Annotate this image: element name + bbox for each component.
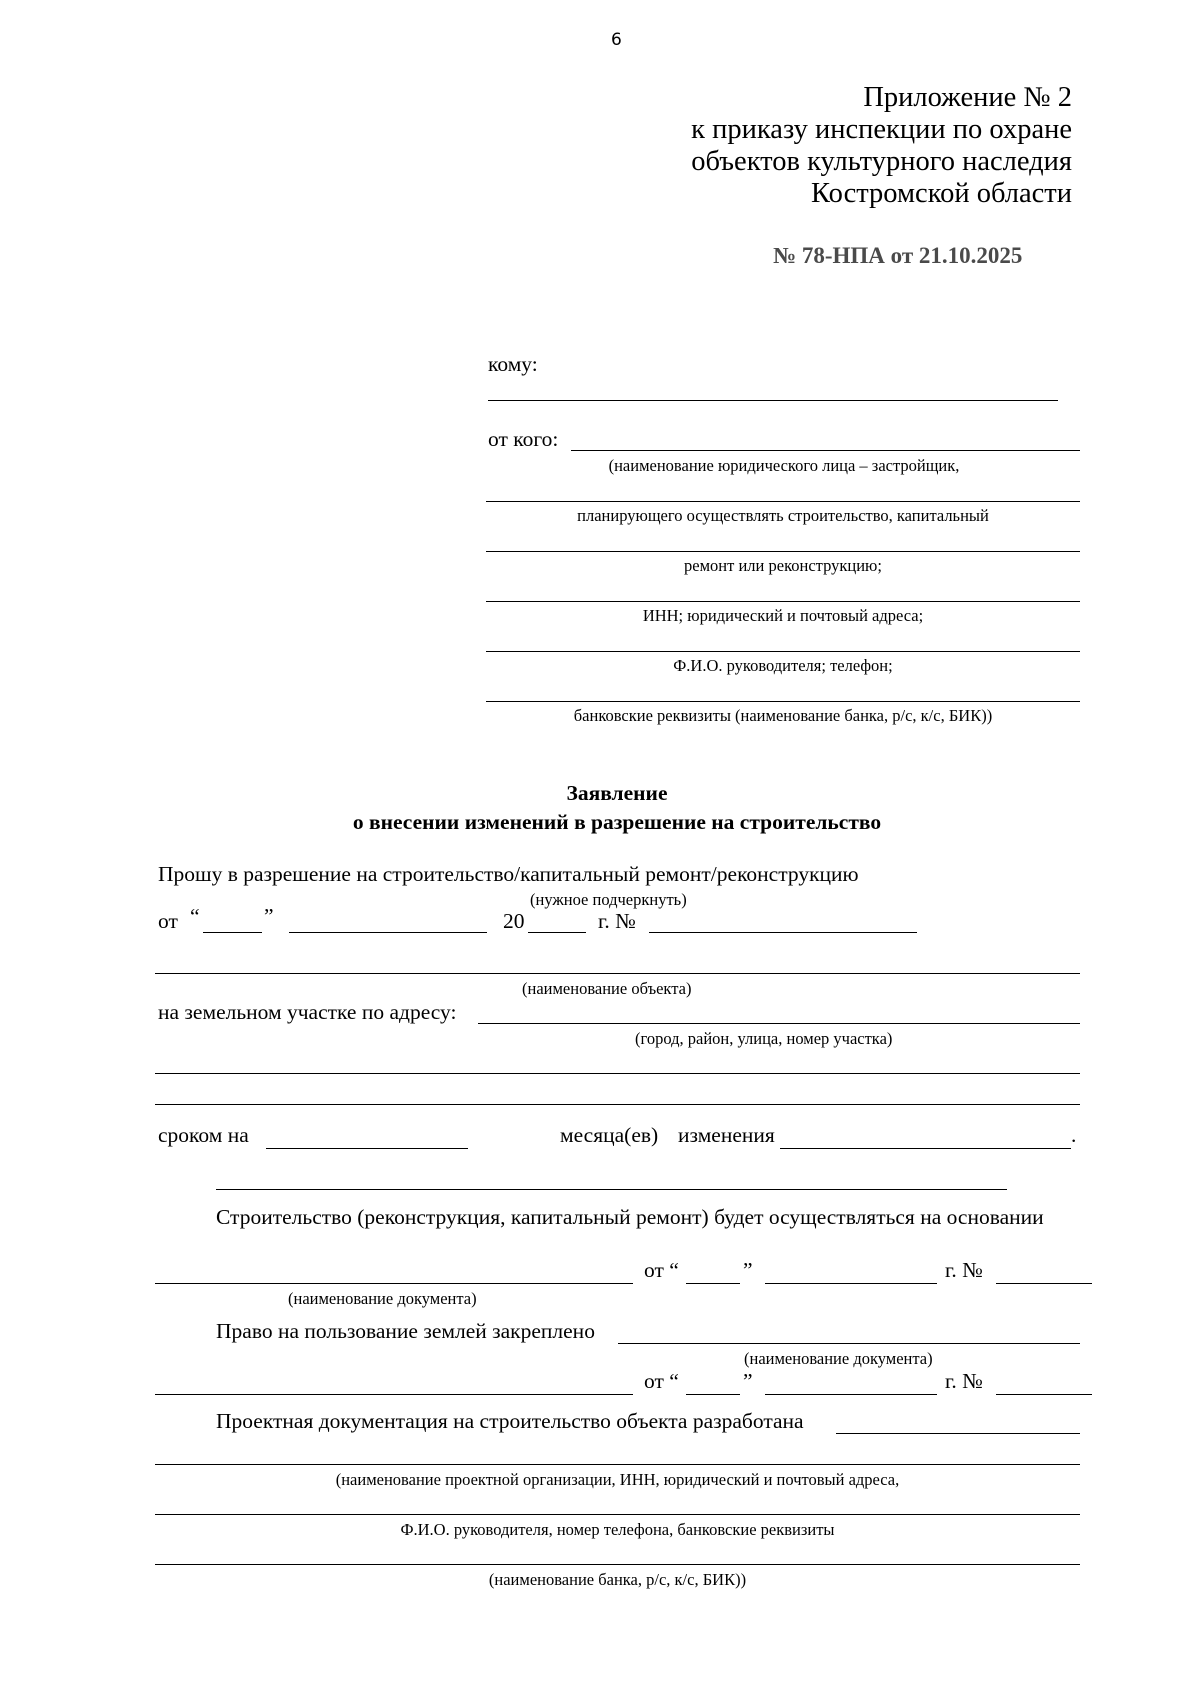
document-title: Заявление [566, 781, 668, 805]
project-docs-line[interactable] [836, 1433, 1080, 1434]
land-rights-document-line[interactable] [155, 1394, 633, 1395]
basis-number-label: г. № [945, 1258, 983, 1282]
land-rights-date-line[interactable] [765, 1394, 937, 1395]
land-address-line-2[interactable] [155, 1073, 1080, 1074]
day-line[interactable] [203, 932, 262, 933]
from-line-5[interactable] [486, 651, 1080, 652]
land-rights-caption: (наименование документа) [744, 1349, 933, 1368]
land-rights-number-line[interactable] [996, 1394, 1092, 1395]
object-line[interactable] [155, 973, 1080, 974]
from-caption-3: ремонт или реконструкцию; [684, 556, 882, 575]
changes-line-2[interactable] [216, 1189, 1007, 1190]
object-caption: (наименование объекта) [522, 979, 692, 998]
basis-day-line[interactable] [686, 1283, 740, 1284]
from-caption-6: банковские реквизиты (наименование банка, р/с, к/с, БИК)) [573, 706, 993, 725]
land-rights-quote-close: ” [743, 1369, 753, 1393]
basis-quote-close: ” [743, 1258, 753, 1282]
permit-number-line[interactable] [649, 932, 917, 933]
changes-line[interactable] [780, 1148, 1071, 1149]
from-caption-2: планирующего осуществлять строительство, капитальный [577, 506, 989, 525]
project-caption-3: (наименование банка, р/с, к/с, БИК)) [488, 1570, 747, 1589]
land-rights-day-line[interactable] [686, 1394, 740, 1395]
basis-doc-caption: (наименование документа) [288, 1289, 477, 1308]
underline-hint: (нужное подчеркнуть) [530, 890, 687, 909]
from-caption-1: (наименование юридического лица – застройщик, [608, 456, 960, 475]
order-number: № 78-НПА от 21.10.2025 [773, 243, 1023, 268]
land-rights-text: Право на пользование землей закреплено [216, 1319, 595, 1343]
project-caption-2: Ф.И.О. руководителя, номер телефона, банковские реквизиты [400, 1520, 835, 1539]
appendix-line-2: к приказу инспекции по охране [691, 114, 1072, 145]
land-caption: (город, район, улица, номер участка) [635, 1029, 893, 1048]
from-line-3[interactable] [486, 551, 1080, 552]
document-subtitle: о внесении изменений в разрешение на строительство [352, 810, 882, 834]
land-rights-line[interactable] [618, 1343, 1080, 1344]
from-line-2[interactable] [486, 501, 1080, 502]
basis-document-line[interactable] [155, 1283, 633, 1284]
from-label: от кого: [488, 427, 559, 451]
months-label: месяца(ев) [560, 1123, 659, 1147]
land-address-line[interactable] [478, 1023, 1080, 1024]
from-line-4[interactable] [486, 601, 1080, 602]
period: . [1071, 1123, 1077, 1147]
project-org-line[interactable] [155, 1464, 1080, 1465]
year-line[interactable] [528, 932, 586, 933]
construction-basis-text: Строительство (реконструкция, капитальный ремонт) будет осуществляться на основании [216, 1205, 1044, 1229]
land-rights-from-label: от “ [644, 1369, 679, 1393]
appendix-title: Приложение № 2 [863, 82, 1072, 113]
land-rights-number-label: г. № [945, 1369, 983, 1393]
basis-number-line[interactable] [996, 1283, 1092, 1284]
project-org-line-2[interactable] [155, 1514, 1080, 1515]
from-caption-4: ИНН; юридический и почтовый адреса; [642, 606, 924, 625]
appendix-line-3: объектов культурного наследия [691, 146, 1072, 177]
request-text: Прошу в разрешение на строительство/капитальный ремонт/реконструкцию [158, 862, 859, 886]
basis-date-line[interactable] [765, 1283, 937, 1284]
quote-open: “ [190, 904, 200, 928]
year-prefix: 20 [503, 909, 525, 933]
from-line-6[interactable] [486, 701, 1080, 702]
to-label: кому: [488, 352, 538, 376]
page-number: 6 [611, 30, 622, 50]
from-date-label: от [158, 909, 178, 933]
month-line[interactable] [289, 932, 487, 933]
from-caption-5: Ф.И.О. руководителя; телефон; [673, 656, 893, 675]
basis-from-label: от “ [644, 1258, 679, 1282]
changes-label: изменения [678, 1123, 775, 1147]
land-address-line-3[interactable] [155, 1104, 1080, 1105]
quote-close: ” [264, 904, 274, 928]
project-docs-text: Проектная документация на строительство объекта разработана [216, 1409, 804, 1433]
project-org-line-3[interactable] [155, 1564, 1080, 1565]
from-line[interactable] [571, 450, 1080, 451]
permit-number-label: г. № [598, 909, 636, 933]
land-label: на земельном участке по адресу: [158, 1000, 457, 1024]
appendix-line-4: Костромской области [811, 178, 1072, 209]
term-line[interactable] [266, 1148, 468, 1149]
to-line[interactable] [488, 400, 1058, 401]
term-label: сроком на [158, 1123, 249, 1147]
project-caption-1: (наименование проектной организации, ИНН, юридический и почтовый адреса, [335, 1470, 900, 1489]
